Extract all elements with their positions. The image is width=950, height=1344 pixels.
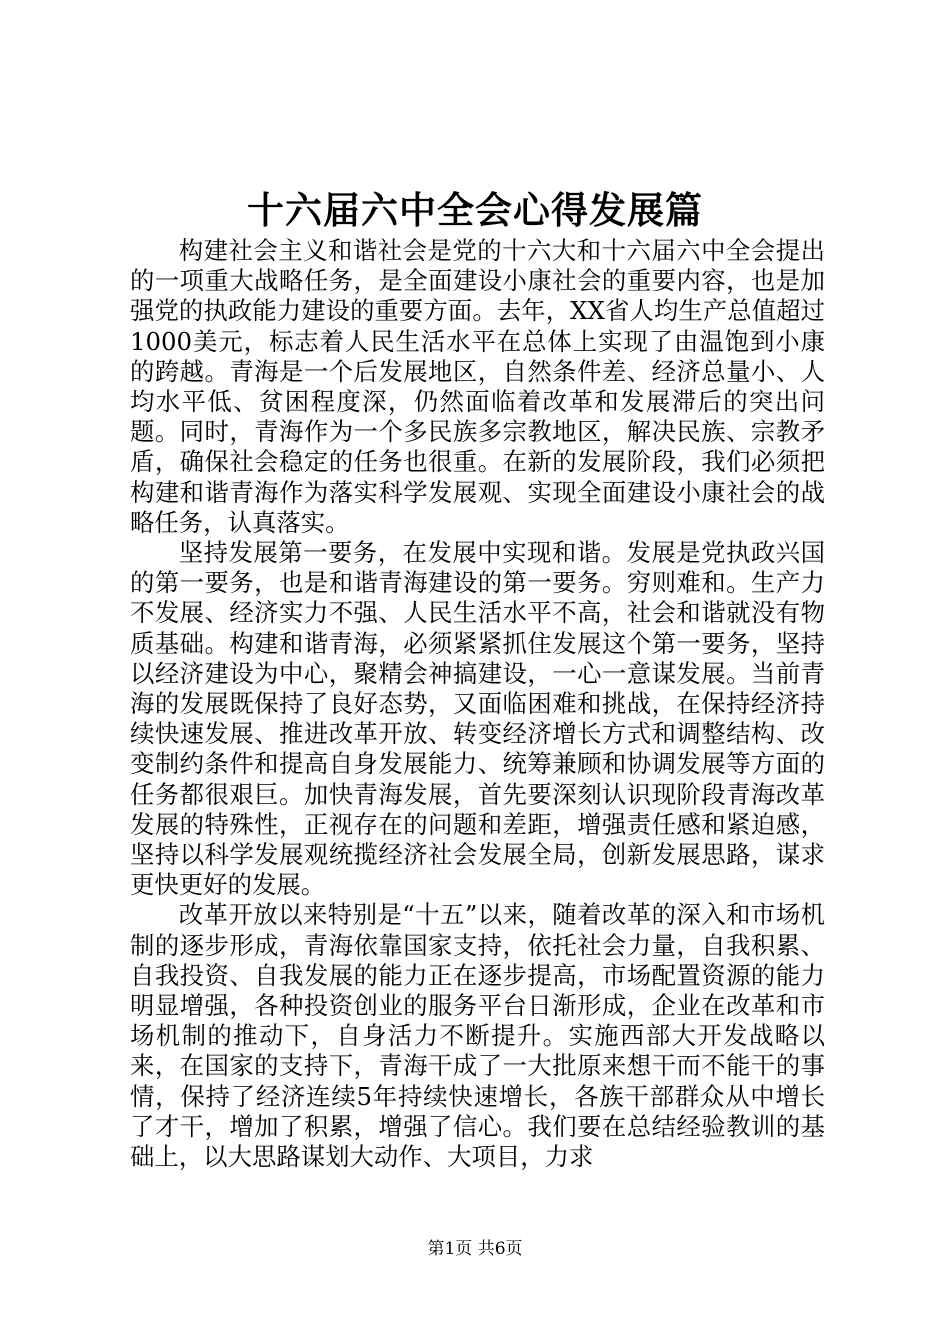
paragraph-1: 构建社会主义和谐社会是党的十六大和十六届六中全会提出的一项重大战略任务，是全面建设小康社会的重要内容，也是加强党的执政能力建设的重要方面。去年，XX省人均生产总值超过1000美元，标志着人民生活水平在总体上实现了由温饱到小康的跨越。青海是一个后发展地区，自然条件差、经济总量小、人均水平低、贫困程度深，仍然面临着改革和发展滞后的突出问题。同时，青海作为一个多民族多宗教地区，解决民族、宗教矛盾，确保社会稳定的任务也很重。在新的发展阶段，我们必须把构建和谐青海作为落实科学发展观、实现全面建设小康社会的战略任务，认真落实。 bbox=[130, 236, 825, 537]
document-body bbox=[130, 236, 825, 1172]
paragraph-3: 改革开放以来特别是“十五”以来，随着改革的深入和市场机制的逐步形成，青海依靠国家支持，依托社会力量，自我积累、自我投资、自我发展的能力正在逐步提高，市场配置资源的能力明显增强，各种投资创业的服务平台日渐形成，企业在改革和市场机制的推动下，自身活力不断提升。实施西部大开发战略以来，在国家的支持下，青海干成了一大批原来想干而不能干的事情，保持了经济连续5年持续快速增长，各族干部群众从中增长了才干，增加了积累，增强了信心。我们要在总结经验教训的基础上，以大思路谋划大动作、大项目，力求 bbox=[130, 900, 825, 1172]
document-title: 十六届六中全会心得发展篇 bbox=[247, 188, 703, 232]
page-number-footer: 第1页 共6页 bbox=[427, 1239, 523, 1259]
paragraph-2: 坚持发展第一要务，在发展中实现和谐。发展是党执政兴国的第一要务，也是和谐青海建设的第一要务。穷则难和。生产力不发展、经济实力不强、人民生活水平不高，社会和谐就没有物质基础。构建和谐青海，必须紧紧抓住发展这个第一要务，坚持以经济建设为中心，聚精会神搞建设，一心一意谋发展。当前青海的发展既保持了良好态势，又面临困难和挑战，在保持经济持续快速发展、推进改革开放、转变经济增长方式和调整结构、改变制约条件和提高自身发展能力、统筹兼顾和协调发展等方面的任务都很艰巨。加快青海发展，首先要深刻认识现阶段青海改革发展的特殊性，正视存在的问题和差距，增强责任感和紧迫感，坚持以科学发展观统揽经济社会发展全局，创新发展思路，谋求更快更好的发展。 bbox=[130, 538, 825, 900]
